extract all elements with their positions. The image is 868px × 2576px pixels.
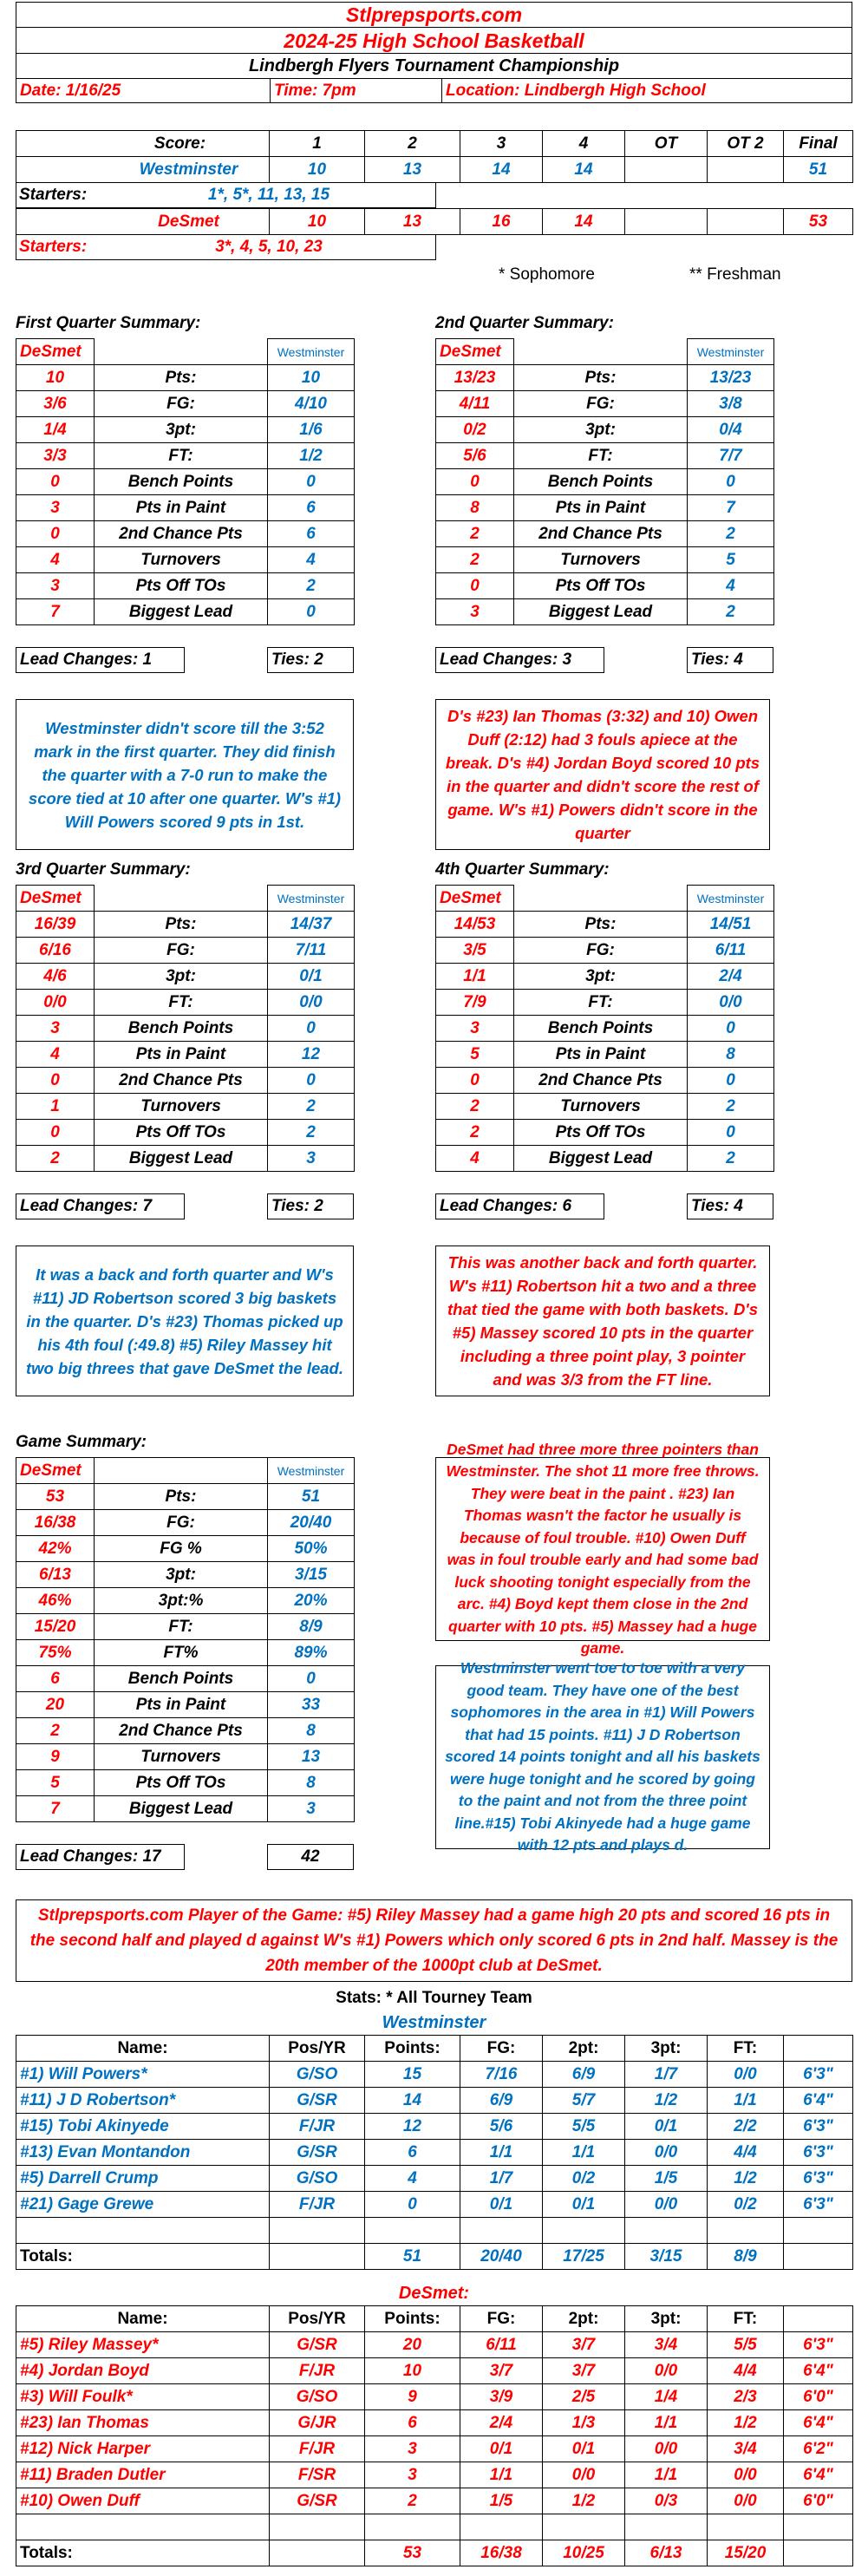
q1-stat-row: 1/4 3pt: 1/6 <box>16 417 355 443</box>
q2-table: DeSmet Westminster 13/23 Pts: 13/23 4/11 FG: 3/8 0/2 3pt: 0/4 5/6 FT: 7/7 0 Bench Points 0 8 Pts in Paint 7 2 2nd Chance Pts 2 2 Turnovers 5 0 Pts Off TOs 4 3 Biggest Lead 2 <box>435 338 774 625</box>
q3-stat-row: 4/6 3pt: 0/1 <box>16 964 355 990</box>
westminster-stats-table: Name: Pos/YR Points: FG: 2pt: 3pt: FT: #1) Will Powers* G/SO 15 7/16 6/9 1/7 0/0 6'3" #11) J D Robertson* G/SR 14 6/9 5/7 1/2 1/1 6'4" #15) Tobi Akinyede F/JR 12 5/6 5/5 0/1 2/2 6'3" #13) Evan Montandon G/SR 6 1/1 1/1 0/0 4/4 6'3" #5) Darrell Crump G/SO 4 1/7 0/2 1/5 1/2 6'3" #21) Gage Grewe F/JR 0 0/1 0/1 0/0 0/2 6'3" Totals: 51 20/40 17/25 3/15 8/9 <box>16 2035 853 2270</box>
q1-title: First Quarter Summary: <box>16 314 201 332</box>
q3-lead-changes: Lead Changes: 7 <box>16 1193 185 1219</box>
desmet-starters: 3*, 4, 5, 10, 23 <box>215 238 323 256</box>
westminster-player-row: #15) Tobi Akinyede F/JR 12 5/6 5/5 0/1 2/2 6'3" <box>16 2114 853 2140</box>
q4-stat-row: 5 Pts in Paint 8 <box>436 1042 774 1068</box>
westminster-score-row: Westminster 10 13 14 14 51 <box>16 157 853 183</box>
q4-stat-row: 14/53 Pts: 14/51 <box>436 912 774 938</box>
game-location: Location: Lindbergh High School <box>446 82 706 100</box>
q1-table: DeSmet Westminster 10 Pts: 10 3/6 FG: 4/10 1/4 3pt: 1/6 3/3 FT: 1/2 0 Bench Points 0 3 Pts in Paint 6 0 2nd Chance Pts 6 4 Turnovers 4 3 Pts Off TOs 2 7 Biggest Lead 0 <box>16 338 355 625</box>
game-stat-row: 42% FG % 50% <box>16 1536 355 1562</box>
sophomore-legend: * Sophomore <box>499 265 595 284</box>
q2-note: D's #23) Ian Thomas (3:32) and 10) Owen Duff (2:12) had 3 fouls apiece at the break. D's #4) Jordan Boyd scored 10 pts in the quarter and didn't score the rest of game. W's #1) Powers didn't score in the quarter <box>435 699 770 850</box>
q2-lead-changes: Lead Changes: 3 <box>435 647 604 673</box>
game-stat-row: 15/20 FT: 8/9 <box>16 1614 355 1640</box>
q1-stat-row: 0 2nd Chance Pts 6 <box>16 521 355 547</box>
desmet-player-row: #5) Riley Massey* G/SR 20 6/11 3/7 3/4 5/5 6'3" <box>16 2332 853 2358</box>
q3-table: DeSmet Westminster 16/39 Pts: 14/37 6/16 FG: 7/11 4/6 3pt: 0/1 0/0 FT: 0/0 3 Bench Points 0 4 Pts in Paint 12 0 2nd Chance Pts 0 1 Turnovers 2 0 Pts Off TOs 2 2 Biggest Lead 3 <box>16 885 355 1172</box>
desmet-game-note: DeSmet had three more three pointers than Westminster. The shot 11 more free throws. They were beat in the paint . #23) Ian Thomas wasn't the factor he usually is because of foul trouble. #10) Owen Duff was in foul trouble early and had some bad luck shooting tonight especially from the arc. #4) Boyd kept them close in the 2nd quarter with 10 pts. #5) Massey had a huge game. <box>435 1457 770 1641</box>
q3-title: 3rd Quarter Summary: <box>16 860 191 879</box>
q1-stat-row: 7 Biggest Lead 0 <box>16 599 355 625</box>
q2-stat-row: 0 Pts Off TOs 4 <box>436 573 774 599</box>
page-title: 2024-25 High School Basketball <box>16 27 852 54</box>
desmet-player-row: #4) Jordan Boyd F/JR 10 3/7 3/7 0/0 4/4 6'4" <box>16 2358 853 2384</box>
q4-stat-row: 3 Bench Points 0 <box>436 1016 774 1042</box>
game-total: 42 <box>267 1844 354 1870</box>
game-stat-row: 16/38 FG: 20/40 <box>16 1510 355 1536</box>
q4-note: This was another back and forth quarter. W's #11) Robertson hit a two and a three that tied the game with both baskets. D's #5) Massey scored 10 pts in the quarter including a three point play, 3 pointer and was 3/3 from the FT line. <box>435 1246 770 1396</box>
game-stat-row: 2 2nd Chance Pts 8 <box>16 1718 355 1744</box>
stats-title: Stats: * All Tourney Team <box>336 1989 532 2007</box>
q3-stat-row: 0 2nd Chance Pts 0 <box>16 1068 355 1094</box>
q3-stat-row: 6/16 FG: 7/11 <box>16 938 355 964</box>
q4-table: DeSmet Westminster 14/53 Pts: 14/51 3/5 FG: 6/11 1/1 3pt: 2/4 7/9 FT: 0/0 3 Bench Points 0 5 Pts in Paint 8 0 2nd Chance Pts 0 2 Turnovers 2 2 Pts Off TOs 0 4 Biggest Lead 2 <box>435 885 774 1172</box>
q3-ties: Ties: 2 <box>267 1193 354 1219</box>
desmet-score-row: DeSmet 10 13 16 14 53 <box>16 209 853 235</box>
q2-stat-row: 0 Bench Points 0 <box>436 469 774 495</box>
game-stat-row: 7 Biggest Lead 3 <box>16 1796 355 1822</box>
q4-stat-row: 2 Pts Off TOs 0 <box>436 1120 774 1146</box>
q1-stat-row: 4 Turnovers 4 <box>16 547 355 573</box>
event-title: Lindbergh Flyers Tournament Championship <box>16 53 852 79</box>
q3-stat-row: 1 Turnovers 2 <box>16 1094 355 1120</box>
q3-stat-row: 16/39 Pts: 14/37 <box>16 912 355 938</box>
q4-stat-row: 1/1 3pt: 2/4 <box>436 964 774 990</box>
q1-stat-row: 3 Pts Off TOs 2 <box>16 573 355 599</box>
westminster-player-row: #13) Evan Montandon G/SR 6 1/1 1/1 0/0 4/4 6'3" <box>16 2140 853 2166</box>
q2-title: 2nd Quarter Summary: <box>435 314 614 332</box>
desmet-player-row: #11) Braden Dutler F/SR 3 1/1 0/0 1/1 0/0 6'4" <box>16 2462 853 2488</box>
q4-stat-row: 3/5 FG: 6/11 <box>436 938 774 964</box>
desmet-player-row: #10) Owen Duff G/SR 2 1/5 1/2 0/3 0/0 6'0" <box>16 2488 853 2514</box>
header-block <box>16 2 852 103</box>
q4-stat-row: 2 Turnovers 2 <box>436 1094 774 1120</box>
game-stat-row: 5 Pts Off TOs 8 <box>16 1770 355 1796</box>
westminster-player-row: #1) Will Powers* G/SO 15 7/16 6/9 1/7 0/0 6'3" <box>16 2062 853 2088</box>
desmet-player-row: #23) Ian Thomas G/JR 6 2/4 1/3 1/1 1/2 6'4" <box>16 2410 853 2436</box>
q1-lead-changes: Lead Changes: 1 <box>16 647 185 673</box>
westminster-player-row: #5) Darrell Crump G/SO 4 1/7 0/2 1/5 1/2 6'3" <box>16 2166 853 2192</box>
q3-stat-row: 2 Biggest Lead 3 <box>16 1146 355 1172</box>
q4-title: 4th Quarter Summary: <box>435 860 610 879</box>
q1-stat-row: 3 Pts in Paint 6 <box>16 495 355 521</box>
desmet-player-row: #3) Will Foulk* G/SO 9 3/9 2/5 1/4 2/3 6'0" <box>16 2384 853 2410</box>
q1-stat-row: 10 Pts: 10 <box>16 365 355 391</box>
game-title: Game Summary: <box>16 1433 147 1451</box>
q1-ties: Ties: 2 <box>267 647 354 673</box>
freshman-legend: ** Freshman <box>689 265 781 284</box>
desmet-totals-row: Totals: 53 16/38 10/25 6/13 15/20 <box>16 2540 853 2566</box>
westminster-starters-label: Starters: <box>19 186 88 204</box>
q2-stat-row: 13/23 Pts: 13/23 <box>436 365 774 391</box>
desmet-stats-table: Name: Pos/YR Points: FG: 2pt: 3pt: FT: #5) Riley Massey* G/SR 20 6/11 3/7 3/4 5/5 6'3" #4) Jordan Boyd F/JR 10 3/7 3/7 0/0 4/4 6'4" #3) Will Foulk* G/SO 9 3/9 2/5 1/4 2/3 6'0" #23) Ian Thomas G/JR 6 2/4 1/3 1/1 1/2 6'4" #12) Nick Harper F/JR 3 0/1 0/1 0/0 3/4 6'2" #11) Braden Dutler F/SR 3 1/1 0/0 1/1 0/0 6'4" #10) Owen Duff G/SR 2 1/5 1/2 0/3 0/0 6'0" Totals: 53 16/38 10/25 6/13 15/20 <box>16 2305 853 2566</box>
q1-stat-row: 3/3 FT: 1/2 <box>16 443 355 469</box>
desmet-player-row: #12) Nick Harper F/JR 3 0/1 0/1 0/0 3/4 6'2" <box>16 2436 853 2462</box>
desmet-starters-label: Starters: <box>19 238 88 256</box>
game-stat-row: 46% 3pt:% 20% <box>16 1588 355 1614</box>
site-name: Stlprepsports.com <box>345 3 523 26</box>
game-stat-row: 6 Bench Points 0 <box>16 1666 355 1692</box>
player-of-the-game: Stlprepsports.com Player of the Game: #5) Riley Massey had a game high 20 pts and scored 16 pts in the second half and played d against W's #1) Powers which only scored 6 pts in 2nd half. Massey is the 20th member of the 1000pt club at DeSmet. <box>16 1899 852 1982</box>
westminster-player-row: #21) Gage Grewe F/JR 0 0/1 0/1 0/0 0/2 6'3" <box>16 2192 853 2218</box>
q2-stat-row: 8 Pts in Paint 7 <box>436 495 774 521</box>
q2-ties: Ties: 4 <box>687 647 773 673</box>
game-stat-row: 75% FT% 89% <box>16 1640 355 1666</box>
q2-stat-row: 3 Biggest Lead 2 <box>436 599 774 625</box>
westminster-team-name: Westminster <box>382 2013 486 2032</box>
game-stat-row: 9 Turnovers 13 <box>16 1744 355 1770</box>
q4-stat-row: 4 Biggest Lead 2 <box>436 1146 774 1172</box>
westminster-game-note: Westminster went toe to toe with a very good team. They have one of the best sophomores in the area in #1) Will Powers that had 15 points. #11) J D Robertson scored 14 points tonight and all his baskets were huge tonight and he scored by going to the paint and not from the three point line.#15) Tobi Akinyede had a huge game with 12 pts and plays d. <box>435 1665 770 1849</box>
desmet-score-table <box>16 208 853 235</box>
q2-stat-row: 2 2nd Chance Pts 2 <box>436 521 774 547</box>
q1-stat-row: 0 Bench Points 0 <box>16 469 355 495</box>
q3-stat-row: 0 Pts Off TOs 2 <box>16 1120 355 1146</box>
q2-stat-row: 0/2 3pt: 0/4 <box>436 417 774 443</box>
q4-lead-changes: Lead Changes: 6 <box>435 1193 604 1219</box>
q3-stat-row: 0/0 FT: 0/0 <box>16 990 355 1016</box>
game-lead-changes: Lead Changes: 17 <box>16 1844 185 1870</box>
westminster-starters: 1*, 5*, 11, 13, 15 <box>207 186 330 204</box>
q2-stat-row: 4/11 FG: 3/8 <box>436 391 774 417</box>
desmet-team-name: DeSmet: <box>398 2284 470 2303</box>
q1-stat-row: 3/6 FG: 4/10 <box>16 391 355 417</box>
game-stat-row: 20 Pts in Paint 33 <box>16 1692 355 1718</box>
q2-stat-row: 5/6 FT: 7/7 <box>436 443 774 469</box>
q1-note: Westminster didn't score till the 3:52 mark in the first quarter. They did finish the quarter with a 7-0 run to make the score tied at 10 after one quarter. W's #1) Will Powers scored 9 pts in 1st. <box>16 699 354 850</box>
q2-stat-row: 2 Turnovers 5 <box>436 547 774 573</box>
game-date: Date: 1/16/25 <box>20 82 121 100</box>
q4-ties: Ties: 4 <box>687 1193 773 1219</box>
q3-note: It was a back and forth quarter and W's #11) JD Robertson scored 3 big baskets in the quarter. D's #23) Thomas picked up his 4th foul (:49.8) #5) Riley Massey hit two big threes that gave DeSmet the lead. <box>16 1246 354 1396</box>
score-table: Score: 1 2 3 4 OT OT 2 Final Westminster 10 13 14 14 51 <box>16 130 853 183</box>
q3-stat-row: 4 Pts in Paint 12 <box>16 1042 355 1068</box>
q3-stat-row: 3 Bench Points 0 <box>16 1016 355 1042</box>
q4-stat-row: 7/9 FT: 0/0 <box>436 990 774 1016</box>
score-label: Score: <box>16 131 270 157</box>
game-stat-row: 53 Pts: 51 <box>16 1484 355 1510</box>
westminster-totals-row: Totals: 51 20/40 17/25 3/15 8/9 <box>16 2244 853 2270</box>
westminster-player-row: #11) J D Robertson* G/SR 14 6/9 5/7 1/2 1/1 6'4" <box>16 2088 853 2114</box>
q4-stat-row: 0 2nd Chance Pts 0 <box>436 1068 774 1094</box>
game-time: Time: 7pm <box>274 82 356 100</box>
game-stat-row: 6/13 3pt: 3/15 <box>16 1562 355 1588</box>
game-table: DeSmet Westminster 53 Pts: 51 16/38 FG: 20/40 42% FG % 50% 6/13 3pt: 3/15 46% 3pt:% 20% 15/20 FT: 8/9 75% FT% 89% 6 Bench Points 0 20 Pts in Paint 33 2 2nd Chance Pts 8 9 Turnovers 13 5 Pts Off TOs 8 7 Biggest Lead 3 <box>16 1457 355 1822</box>
